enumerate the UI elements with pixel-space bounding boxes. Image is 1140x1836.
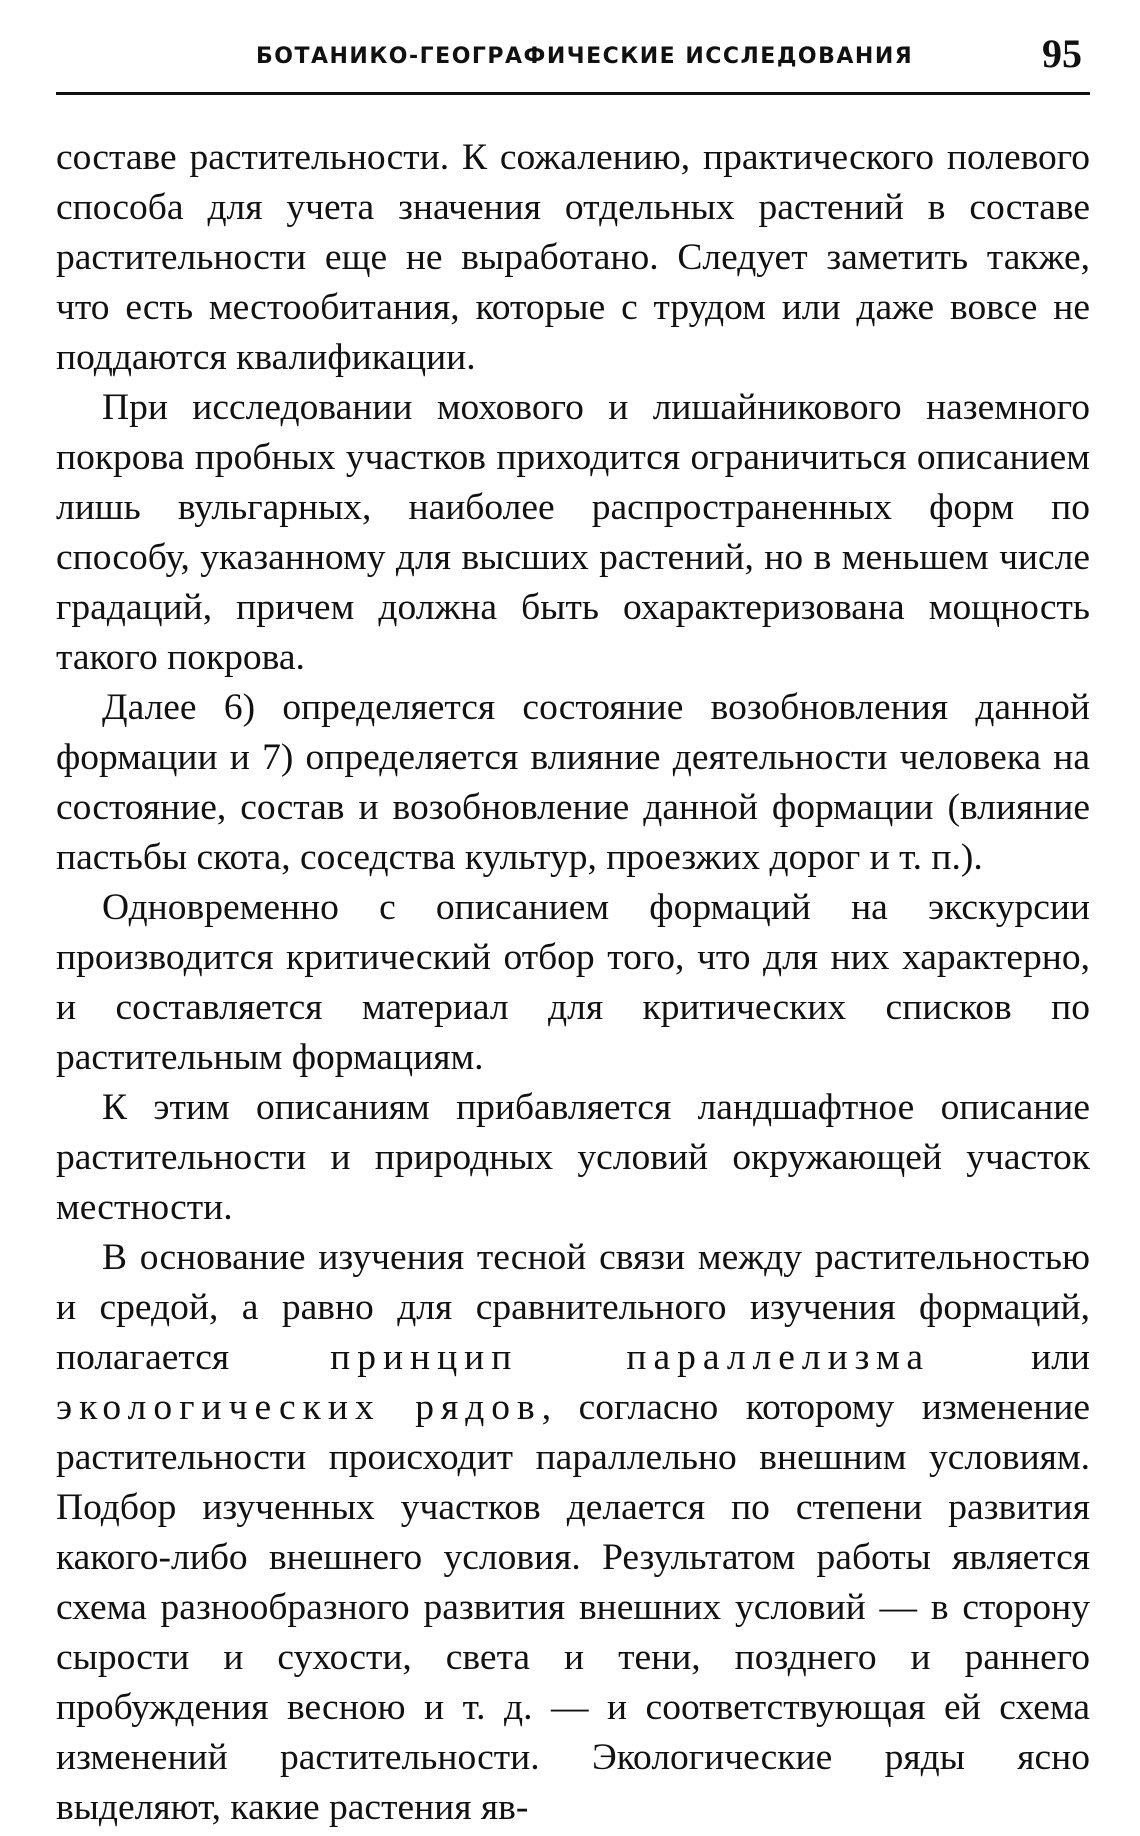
paragraph-5: К этим описаниям прибавляется ландшафтное описание растительности и природных условий окружающей участок местности. bbox=[56, 1087, 1090, 1228]
paragraph-3: Далее 6) определяется состояние возобновления данной формации и 7) определяется влияние деятельности человека на состояние, состав и возобновление данной формации (влияние пастьбы скота, соседства культур, проезжих дорог и т. п.). bbox=[56, 687, 1090, 878]
paragraph-6 bbox=[56, 1233, 1090, 1833]
paragraph-6-text-mid: или bbox=[1031, 1337, 1090, 1378]
book-page bbox=[56, 30, 1090, 1828]
paragraph-6-text-after: , согласно которому изменение растительности происходит параллельно внешним условиям. Подбор изученных участков делается по степени развития какого-либо внешнего условия. Результатом работы является схема разнообразного развития внешних условий — в сторону сырости и сухости, света и тени, позднего и раннего пробуждения весною и т. д. — и соответствующая ей схема изменений растительности. Экологические ряды ясно выделяют, какие растения яв- bbox=[56, 1387, 1090, 1828]
running-head: БОТАНИКО-ГЕОГРАФИЧЕСКИЕ ИССЛЕДОВАНИЯ bbox=[256, 44, 914, 69]
page-number: 95 bbox=[1042, 31, 1082, 76]
spaced-term-ecological-series: экологических рядов bbox=[56, 1387, 542, 1428]
page-header bbox=[56, 30, 1090, 95]
paragraph-1: составе растительности. К сожалению, практического полевого способа для учета значения отдельных растений в составе растительности еще не выработано. Следует заметить также, что есть местообитания, которые с трудом или даже вовсе не поддаются квалификации. bbox=[56, 137, 1090, 378]
body-text bbox=[56, 133, 1090, 1833]
paragraph-6-text-before: В основание изучения тесной связи между растительностью и средой, а равно для сравнительного изучения формаций, полагается bbox=[56, 1237, 1090, 1378]
paragraph-4: Одновременно с описанием формаций на экскурсии производится критический отбор того, что для них характерно, и составляется материал для критических списков по растительным формациям. bbox=[56, 887, 1090, 1078]
paragraph-2: При исследовании мохового и лишайникового наземного покрова пробных участков приходится ограничиться описанием лишь вульгарных, наиболее распространенных форм по способу, указанному для высших растений, но в меньшем числе градаций, причем должна быть охарактеризована мощность такого покрова. bbox=[56, 387, 1090, 678]
spaced-term-parallelism: принцип параллелизма bbox=[330, 1337, 931, 1378]
